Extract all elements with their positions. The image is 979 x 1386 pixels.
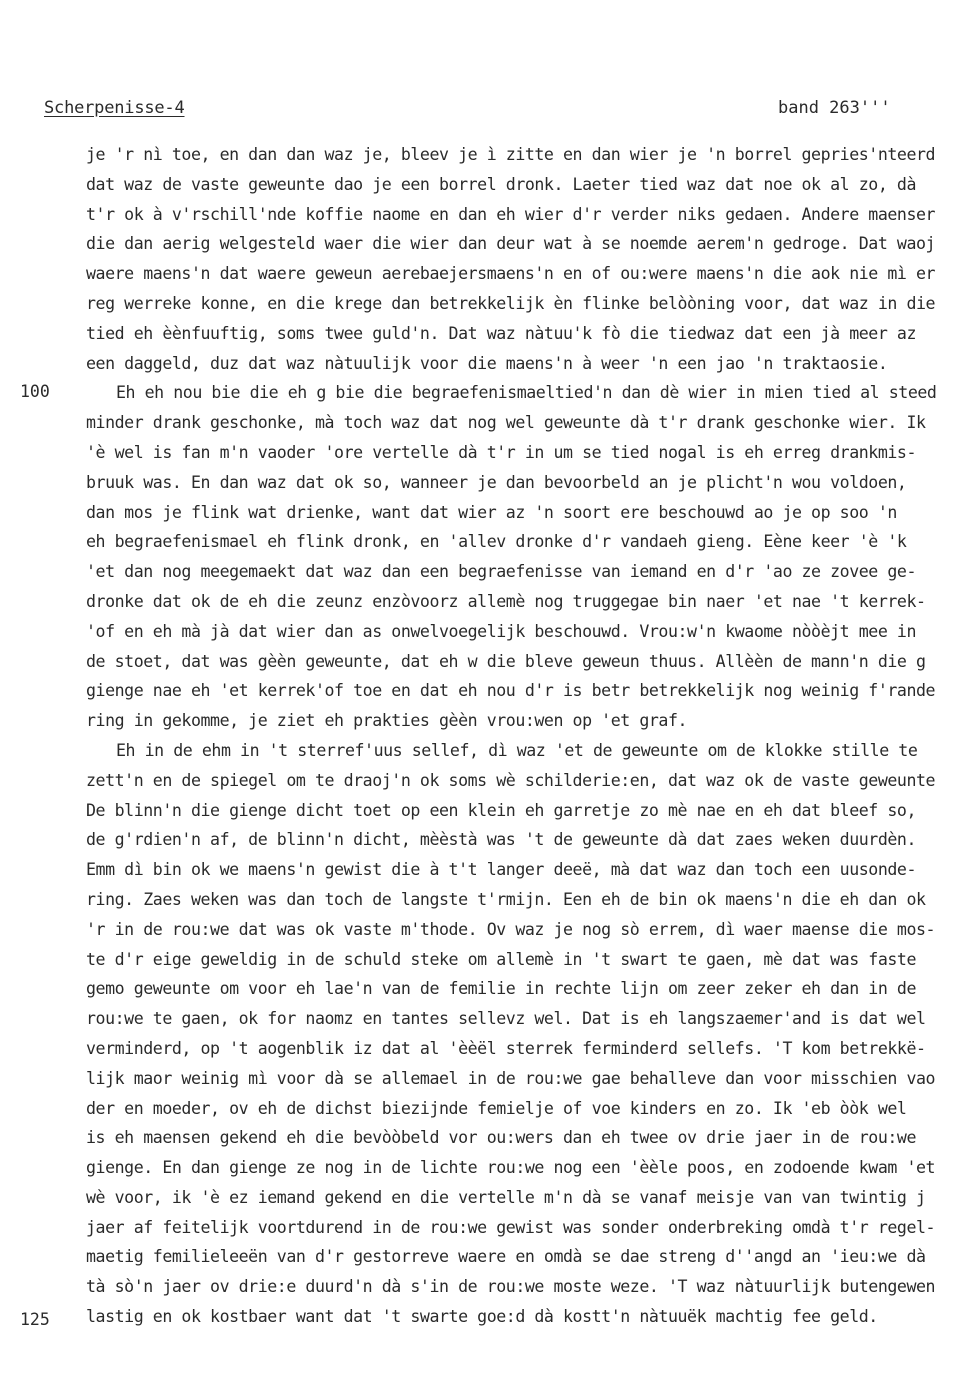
- paragraph-start-line: Eh eh nou bie die eh g bie die begraefenismaeltied'n dan dè wier in mien tied al steed: [116, 383, 937, 403]
- text-line: 'of en eh mà jà dat wier dan as onwelvoegelijk beschouwd. Vrou:w'n kwaome nòòèjt mee in: [86, 621, 917, 641]
- text-line: dan mos je flink wat drienke, want dat wier az 'n soort ere beschouwd ao je op soo 'n: [86, 502, 897, 522]
- text-line: lastig en ok kostbaer want dat 't swarte goe:d dà kostt'n nàtuuëk machtig fee geld.: [86, 1307, 878, 1327]
- text-line: t'r ok à v'rschill'nde koffie naome en dan eh wier d'r verder niks gedaen. Andere maenser: [86, 204, 936, 224]
- text-line: zett'n en de spiegel om te draoj'n ok soms wè schilderie:en, dat waz ok de vaste geweunte: [86, 770, 936, 790]
- text-line: tied eh èènfuuftig, soms twee guld'n. Dat waz nàtuu'k fò die tiedwaz dat een jà meer az: [86, 323, 917, 343]
- text-line: dronke dat ok de eh die zeunz enzòvoorz allemè nog truggegae bin naer 'et nae 't kerrek-: [86, 591, 926, 611]
- tape-reference: band 263''': [778, 98, 891, 118]
- text-line: der en moeder, ov eh de dichst biezijnde femielje of voe kinders en zo. Ik 'eb òòk wel: [86, 1098, 907, 1118]
- text-line: 'è wel is fan m'n vaoder 'ore vertelle dà t'r in um se tied nogal is eh erreg drankmis-: [86, 442, 917, 462]
- line-number-100: 100: [20, 382, 50, 401]
- text-line: rou:we te gaen, ok for naomz en tantes sellevz wel. Dat is eh langszaemer'and is dat wel: [86, 1009, 926, 1029]
- paragraph-start-line: Eh in de ehm in 't sterref'uus sellef, dì waz 'et de geweunte om de klokke stille te: [116, 740, 918, 760]
- text-line: dat waz de vaste geweunte dao je een borrel dronk. Laeter tied waz dat noe ok al zo, dà: [86, 174, 917, 194]
- text-line: gemo geweunte om voor eh lae'n van de femilie in rechte lijn om zeer zeker eh dan in de: [86, 979, 917, 999]
- text-line: gienge. En dan gienge ze nog in de lichte rou:we nog een 'èèle poos, en zodoende kwam 'et: [86, 1158, 936, 1178]
- text-line: reg werreke konne, en die krege dan betrekkelijk èn flinke belòòning voor, dat waz in die: [86, 293, 936, 313]
- text-line: maetig femilieleeën van d'r gestorreve waere en omdà se dae streng d''angd an 'ieu:we dà: [86, 1247, 926, 1267]
- text-line: verminderd, op 't aogenblik iz dat al 'èèël sterrek ferminderd sellefs. 'T kom betrekkë-: [86, 1038, 926, 1058]
- text-line: je 'r nì toe, en dan dan waz je, bleev je ì zitte en dan wier je 'n borrel gepries'nteerd: [86, 145, 936, 164]
- text-line: gienge nae eh 'et kerrek'of toe en dat eh nou d'r is betr betrekkelijk nog weinig f'rande: [86, 681, 936, 701]
- text-line: de stoet, dat was gèèn geweunte, dat eh w die bleve geweun thuus. Allèèn de mann'n die g: [86, 651, 926, 671]
- text-line: te d'r eige geweldig in de schuld steke om allemè in 't swart te gaen, mè dat was faste: [86, 949, 917, 969]
- text-line: wè voor, ik 'è ez iemand gekend en die vertelle m'n dà se vanaf meisje van van twintig j: [86, 1187, 926, 1207]
- text-line: eh begraefenismael eh flink dronk, en 'allev dronke d'r vandaeh gieng. Eène keer 'è 'k: [86, 532, 907, 552]
- text-line: De blinn'n die gienge dicht toet op een klein eh garretje zo mè nae en eh dat bleef so,: [86, 800, 917, 820]
- text-line: bruuk was. En dan waz dat ok so, wanneer je dan bevoorbeld an je plicht'n wou voldoen,: [86, 472, 907, 492]
- line-number-125: 125: [20, 1310, 50, 1329]
- text-line: lijk maor weinig mì voor dà se allemael in de rou:we gae behalleve dan voor misschien vao: [86, 1068, 936, 1088]
- text-line: ring. Zaes weken was dan toch de langste t'rmijn. Een eh de bin ok maens'n die eh dan ok: [86, 889, 926, 909]
- text-line: jaer af feitelijk voortdurend in de rou:we gewist was sonder onderbreking omdà t'r regel-: [86, 1217, 936, 1237]
- text-line: 'et dan nog meegemaekt dat waz dan een begraefenisse van iemand en d'r 'ao ze zovee ge-: [86, 562, 917, 582]
- text-line: de g'rdien'n af, de blinn'n dicht, mèèstà was 't de geweunte dà dat zaes weken duurdèn.: [86, 830, 917, 850]
- text-line: die dan aerig welgesteld waer die wier dan deur wat à se noemde aerem'n gedroge. Dat waoj: [86, 234, 936, 254]
- text-line: is eh maensen gekend eh die bevòòbeld vor ou:wers dan eh twee ov drie jaer in de rou:we: [86, 1128, 917, 1148]
- text-line: 'r in de rou:we dat was ok vaste m'thode. Ov waz je nog sò errem, dì waer maense die mos-: [86, 919, 936, 939]
- document-title: Scherpenisse-4: [44, 98, 185, 118]
- text-line: minder drank geschonke, mà toch waz dat nog wel geweunte dà t'r drank geschonke wier. Ik: [86, 413, 926, 433]
- transcript-body: [86, 140, 976, 1332]
- text-line: ring in gekomme, je ziet eh prakties gèèn vrou:wen op 'et graf.: [86, 711, 688, 731]
- text-line: Emm dì bin ok we maens'n gewist die à t't langer deeë, mà dat waz dan toch een uusonde-: [86, 860, 917, 880]
- text-line: waere maens'n dat waere geweun aerebaejersmaens'n en of ou:were maens'n die aok nie mì er: [86, 264, 936, 284]
- text-line: tà sò'n jaer ov drie:e duurd'n dà s'in de rou:we moste weze. 'T waz nàtuurlijk butengewen: [86, 1277, 936, 1297]
- text-line: een daggeld, duz dat waz nàtuulijk voor die maens'n à weer 'n een jao 'n traktaosie.: [86, 353, 888, 373]
